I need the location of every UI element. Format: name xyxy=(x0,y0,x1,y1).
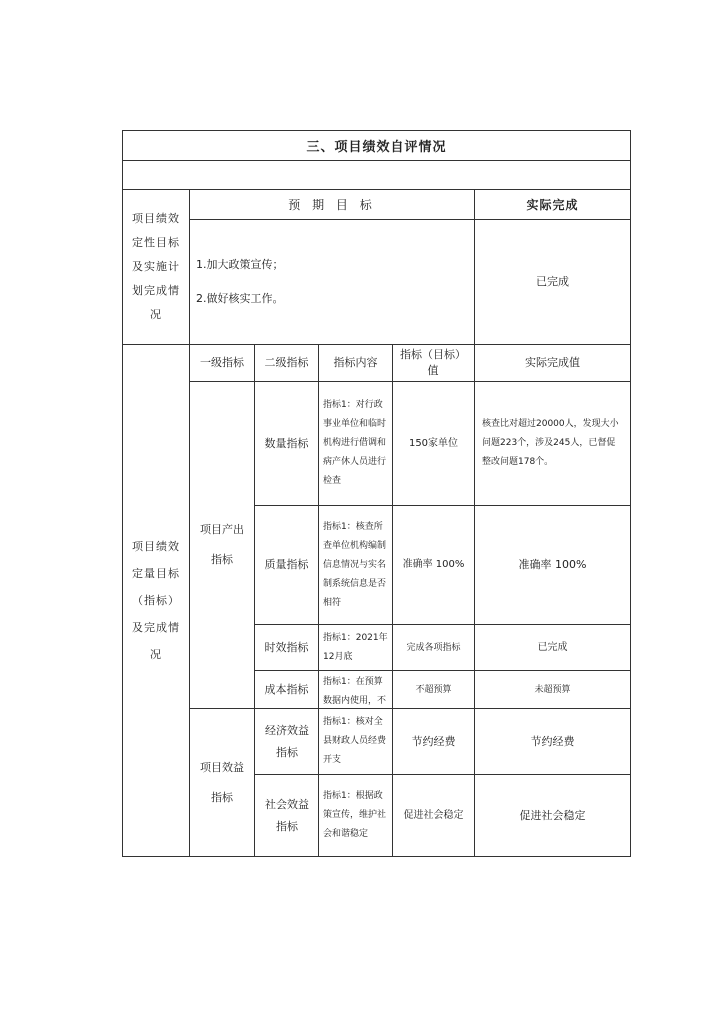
target-cell: 150家单位 xyxy=(408,437,459,449)
target-cell: 促进社会稳定 xyxy=(403,809,464,821)
content-text: 指标1：2021年12月底 xyxy=(323,632,388,662)
actual-cell: 未超预算 xyxy=(534,684,571,695)
content-cell xyxy=(319,671,392,708)
actual-completion-header: 实际完成 xyxy=(526,198,579,212)
actual-cell: 节约经费 xyxy=(530,734,575,748)
target-cell: 准确率 100% xyxy=(402,559,465,570)
section-title: 三、项目绩效自评情况 xyxy=(306,140,447,155)
header-level2: 二级指标 xyxy=(264,356,309,369)
actual-cell xyxy=(478,382,628,505)
level2-cell: 数量指标 xyxy=(264,436,309,450)
header-actual: 实际完成值 xyxy=(525,356,580,369)
group-level1-output xyxy=(200,382,244,708)
level2-cell: 质量指标 xyxy=(264,558,309,571)
rule xyxy=(122,160,631,161)
target-cell: 节约经费 xyxy=(411,734,456,748)
content-cell xyxy=(319,775,392,856)
header-content: 指标内容 xyxy=(333,356,378,369)
expected-goal-header: 预 期 目 标 xyxy=(288,198,376,212)
quantitative-row-label-text: 项目绩效定量目标（指标）及完成情况 xyxy=(132,540,180,661)
target-cell: 不超预算 xyxy=(415,684,452,695)
goal-line-2: 2.做好核实工作。 xyxy=(196,292,284,305)
actual-cell: 已完成 xyxy=(537,641,568,653)
header-target-text: 指标（目标）值 xyxy=(400,348,466,377)
content-cell xyxy=(319,625,392,670)
content-text: 指标1：在预算数据内使用，不 xyxy=(323,677,387,706)
qualitative-row-label-text: 项目绩效定性目标及实施计划完成情况 xyxy=(132,212,180,321)
table-border-right xyxy=(630,130,631,857)
content-text: 指标1：对行政事业单位和临时机构进行借调和病产休人员进行检查 xyxy=(323,400,387,486)
group-level1-benefit-text: 项目效益指标 xyxy=(200,760,244,804)
table-border-bottom xyxy=(122,856,631,857)
content-text: 指标1：核查所查单位机构编制信息情况与实名制系统信息是否相符 xyxy=(323,521,387,608)
rule xyxy=(189,344,190,857)
expected-goal-content xyxy=(190,220,474,344)
actual-cell: 准确率 100% xyxy=(518,558,587,571)
header-target xyxy=(396,345,470,381)
level2-text: 社会效益指标 xyxy=(265,797,309,833)
level2-cell xyxy=(262,775,312,856)
group-level1-output-text: 项目产出指标 xyxy=(200,523,244,566)
target-cell: 完成各项指标 xyxy=(406,642,461,653)
actual-text: 核查比对超过20000人，发现大小问题223个，涉及245人，已督促整改问题178个。 xyxy=(482,419,619,467)
level2-cell: 时效指标 xyxy=(264,640,309,654)
actual-cell: 促进社会稳定 xyxy=(519,808,586,822)
content-text: 指标1：核对全县财政人员经费开支 xyxy=(323,717,387,765)
level2-text: 经济效益指标 xyxy=(265,723,309,759)
qualitative-row-label xyxy=(131,190,181,344)
goal-line-1: 1.加大政策宣传； xyxy=(196,258,284,271)
quantitative-row-label xyxy=(131,345,181,856)
content-text: 指标1：根据政策宣传，维护社会和谐稳定 xyxy=(323,791,387,839)
qualitative-actual-value: 已完成 xyxy=(536,275,569,288)
level2-cell: 成本指标 xyxy=(264,682,309,696)
table-border-left xyxy=(122,130,123,857)
content-cell xyxy=(319,382,392,505)
content-cell xyxy=(319,709,392,774)
level2-cell xyxy=(262,709,312,774)
group-level1-benefit xyxy=(200,709,244,856)
header-level1: 一级指标 xyxy=(200,356,244,369)
content-cell xyxy=(319,506,392,624)
